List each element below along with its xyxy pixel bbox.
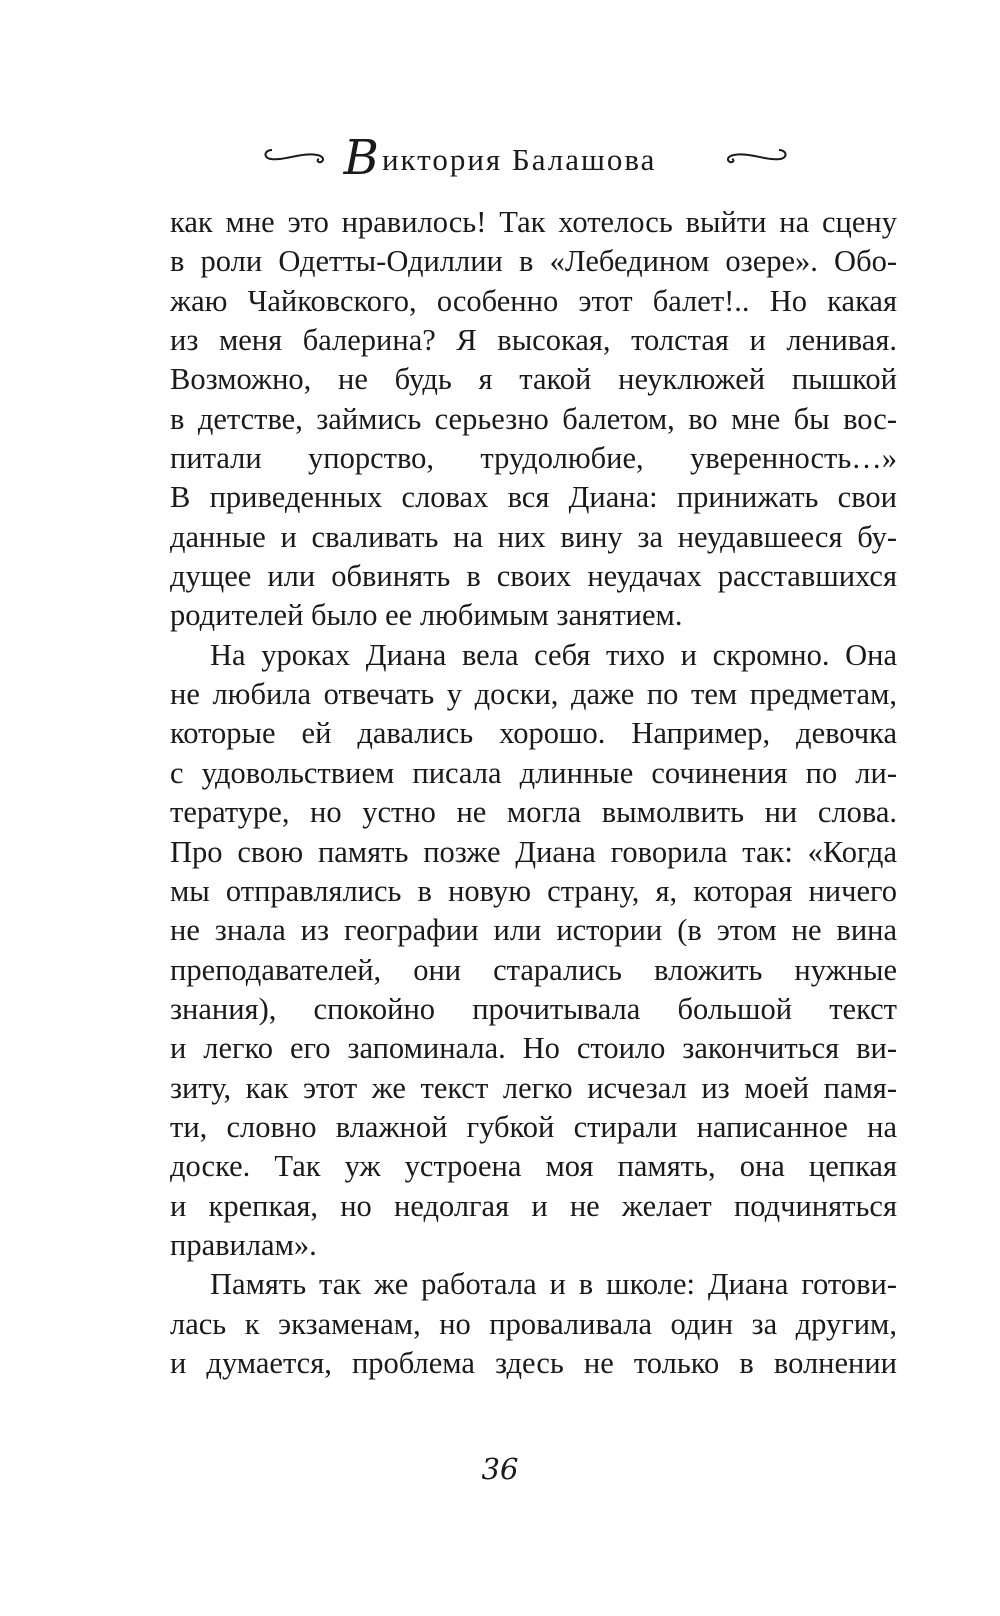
text-line: ти, словно влажной губкой стирали написанное на (170, 1109, 897, 1144)
text-line: знания), спокойно прочитывала большой текст (170, 991, 897, 1026)
text-line: доске. Так уж устроена моя память, она цепкая (170, 1149, 897, 1184)
text-line: данные и сваливать на них вину за неудавшееся бу- (170, 519, 897, 554)
text-line: в роли Одетты-Одиллии в «Лебедином озере». Обо- (170, 244, 897, 279)
text-line: и думается, проблема здесь не только в волнении (170, 1345, 897, 1380)
author-name-rest: иктория Балашова (381, 142, 657, 177)
text-line: зиту, как этот же текст легко исчезал из моей памя- (170, 1070, 897, 1105)
text-line: и крепкая, но недолгая и не желает подчиняться (170, 1188, 897, 1223)
flourish-right-icon (721, 146, 789, 166)
text-line: родителей было ее любимым занятием. (170, 598, 683, 633)
text-line: которые ей давались хорошо. Например, девочка (170, 716, 897, 751)
text-line: питали упорство, трудолюбие, уверенность…» (170, 441, 897, 476)
text-line: Память так же работала и в школе: Диана готови- (210, 1267, 897, 1302)
text-line: мы отправлялись в новую страну, я, которая ничего (170, 873, 897, 908)
text-line: как мне это нравилось! Так хотелось выйти на сцену (170, 205, 897, 239)
text-line: не знала из географии или истории (в этом не вина (170, 913, 897, 948)
text-line: Про свою память позже Диана говорила так: «Когда (170, 834, 897, 869)
text-line: и легко его запоминала. Но стоило закончиться ви- (170, 1031, 897, 1066)
text-line: тературе, но устно не могла вымолвить ни слова. (170, 795, 897, 830)
text-line: В приведенных словах вся Диана: принижать свои (170, 480, 897, 515)
text-line: дущее или обвинять в своих неудачах расставшихся (170, 559, 897, 594)
page-number: 36 (481, 1452, 519, 1486)
text-line: На уроках Диана вела себя тихо и скромно. Она (210, 637, 897, 672)
text-line: из меня балерина? Я высокая, толстая и ленивая. (170, 323, 897, 358)
text-line: в детстве, займись серьезно балетом, во мне бы вос- (170, 401, 897, 436)
author-name (0, 128, 1000, 190)
running-head (0, 128, 1000, 188)
author-initial: В (343, 130, 381, 186)
text-line: преподавателей, они старались вложить нужные (170, 952, 897, 987)
text-line: лась к экзаменам, но проваливала один за другим, (170, 1306, 897, 1341)
text-line: с удовольствием писала длинные сочинения по ли- (170, 755, 897, 790)
text-line: не любила отвечать у доски, даже по тем предметам, (170, 677, 897, 712)
text-line: жаю Чайковского, особенно этот балет!.. Но какая (170, 283, 897, 318)
text-line: правилам». (170, 1227, 317, 1262)
body-text (170, 203, 897, 1383)
text-line: Возможно, не будь я такой неуклюжей пышкой (170, 362, 897, 397)
